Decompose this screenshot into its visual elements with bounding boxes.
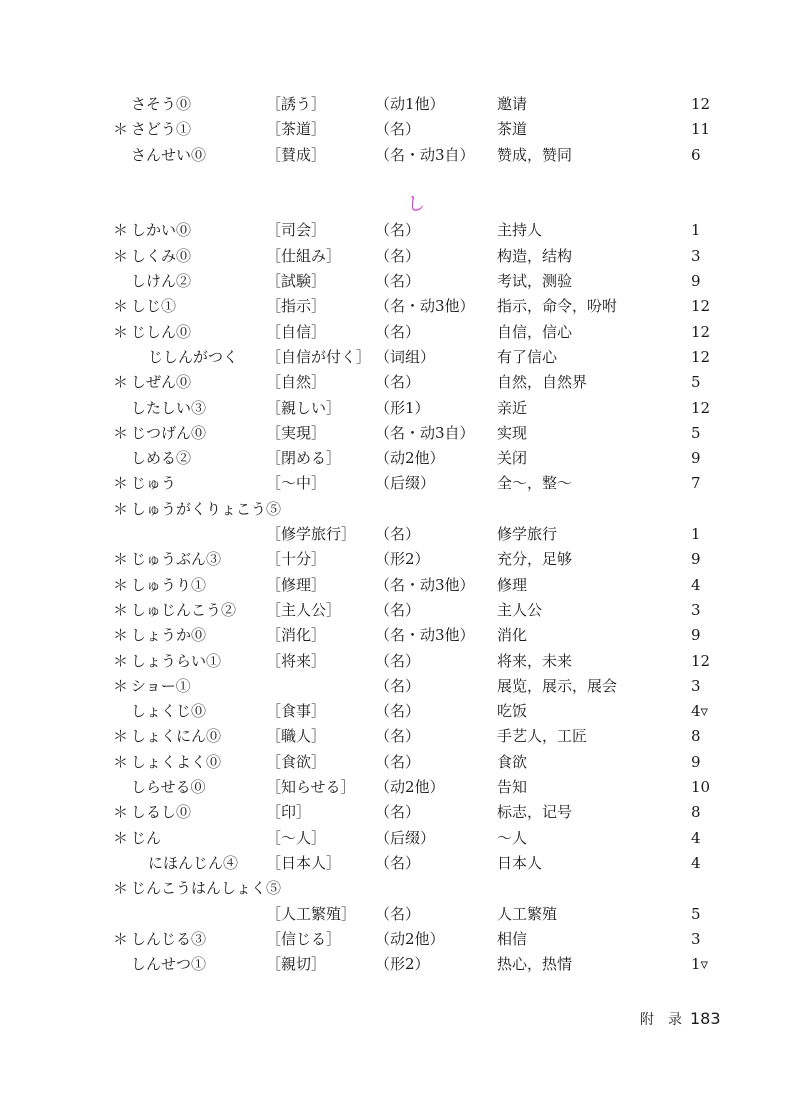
vocab-row [0, 876, 800, 901]
entry-meaning: 修理 [497, 575, 528, 594]
core-word-marker: ＊ [113, 879, 129, 898]
entry-meaning: 有了信心 [497, 347, 558, 366]
core-word-marker: ＊ [113, 246, 129, 265]
core-word-marker: ＊ [113, 626, 129, 645]
page-number: 183 [690, 1009, 721, 1028]
lesson-number: 9 [691, 550, 701, 569]
vocab-row [0, 927, 800, 952]
part-of-speech: （动2他） [375, 449, 445, 468]
core-word-marker: ＊ [113, 120, 129, 139]
entry-meaning: 亲近 [497, 398, 528, 417]
entry-reading: さそう⓪ [131, 95, 192, 113]
vocab-row [0, 775, 800, 800]
entry-meaning: 关闭 [497, 449, 528, 468]
entry-meaning: 赞成，赞同 [497, 145, 573, 164]
entry-kanji: ［司会］ [266, 221, 327, 240]
core-word-marker: ＊ [113, 651, 129, 670]
entry-meaning: 热心，热情 [497, 955, 573, 974]
entry-meaning: ～人 [497, 828, 528, 847]
entry-kanji: ［親切］ [266, 955, 327, 974]
entry-kanji: ［～人］ [266, 828, 327, 847]
lesson-number: 1▿ [691, 955, 709, 974]
entry-meaning: 食欲 [497, 752, 528, 771]
part-of-speech: （名） [375, 246, 421, 265]
core-word-marker: ＊ [113, 499, 129, 518]
part-of-speech: （名） [375, 221, 421, 240]
lesson-number: 7 [691, 474, 701, 493]
entry-kanji: ［主人公］ [266, 600, 342, 619]
entry-reading: しくみ⓪ [131, 246, 192, 265]
entry-meaning: 标志，记号 [497, 803, 573, 822]
part-of-speech: （名・动3自） [375, 145, 475, 164]
lesson-number: 6 [691, 145, 701, 164]
entry-reading: しじ① [131, 297, 177, 316]
part-of-speech: （名） [375, 676, 421, 695]
entry-kanji: ［賛成］ [266, 145, 327, 164]
entry-meaning: 人工繁殖 [497, 904, 558, 923]
entry-reading: しゅうり① [131, 575, 207, 594]
lesson-number: 4▿ [691, 702, 709, 721]
entry-reading: しゅうがくりょこう⑤ [131, 499, 282, 518]
entry-reading: じしん⓪ [131, 322, 192, 341]
entry-kanji: ［指示］ [266, 297, 327, 316]
entry-reading: しけん② [131, 272, 192, 291]
lesson-number: 12 [691, 322, 711, 341]
vocab-row [0, 573, 800, 598]
entry-reading: さんせい⓪ [131, 145, 207, 164]
entry-meaning: 消化 [497, 626, 528, 645]
core-word-marker: ＊ [113, 727, 129, 746]
vocab-row [0, 826, 800, 851]
vocab-row [0, 547, 800, 572]
entry-kanji: ［～中］ [266, 474, 327, 493]
lesson-number: 9 [691, 752, 701, 771]
part-of-speech: （动2他） [375, 778, 445, 797]
entry-meaning: 手艺人，工匠 [497, 727, 588, 746]
vocab-row [0, 396, 800, 421]
lesson-number: 4 [691, 853, 701, 872]
core-word-marker: ＊ [113, 575, 129, 594]
entry-reading: しょうか⓪ [131, 626, 207, 645]
vocab-row [0, 471, 800, 496]
entry-reading: にほんじん④ [148, 853, 239, 872]
vocab-row [0, 143, 800, 168]
vocab-row [0, 750, 800, 775]
part-of-speech: （词组） [375, 347, 436, 366]
entry-reading: しんせつ① [131, 955, 207, 974]
vocab-row [0, 269, 800, 294]
entry-kanji: ［信じる］ [266, 929, 342, 948]
part-of-speech: （名） [375, 525, 421, 544]
part-of-speech: （名） [375, 904, 421, 923]
entry-meaning: 修学旅行 [497, 525, 558, 544]
entry-meaning: 主持人 [497, 221, 543, 240]
lesson-number: 5 [691, 373, 701, 392]
section-header [0, 168, 800, 219]
part-of-speech: （名） [375, 702, 421, 721]
part-of-speech: （后缀） [375, 828, 436, 847]
entry-meaning: 茶道 [497, 120, 528, 139]
entry-reading: じゅうぶん③ [131, 550, 222, 569]
entry-meaning: 邀请 [497, 95, 528, 113]
lesson-number: 8 [691, 803, 701, 822]
part-of-speech: （动1他） [375, 95, 445, 113]
core-word-marker: ＊ [113, 752, 129, 771]
part-of-speech: （形1） [375, 398, 430, 417]
vocab-row [0, 446, 800, 471]
lesson-number: 12 [691, 398, 711, 417]
entry-reading: じん [131, 828, 162, 847]
part-of-speech: （名） [375, 272, 421, 291]
entry-kanji: ［自信］ [266, 322, 327, 341]
entry-kanji: ［親しい］ [266, 398, 342, 417]
vocab-row [0, 218, 800, 243]
vocab-row [0, 522, 800, 547]
entry-kanji: ［将来］ [266, 651, 327, 670]
vocab-row [0, 421, 800, 446]
part-of-speech: （名） [375, 120, 421, 139]
part-of-speech: （名） [375, 373, 421, 392]
entry-meaning: 日本人 [497, 853, 543, 872]
lesson-number: 12 [691, 297, 711, 316]
entry-kanji: ［実現］ [266, 423, 327, 442]
part-of-speech: （名・动3他） [375, 297, 475, 316]
entry-meaning: 指示，命令，吩咐 [497, 297, 618, 316]
vocab-row [0, 117, 800, 142]
entry-kanji: ［修学旅行］ [266, 525, 357, 544]
part-of-speech: （形2） [375, 955, 430, 974]
part-of-speech: （动2他） [375, 929, 445, 948]
entry-reading: ショー① [131, 676, 191, 695]
entry-reading: さどう① [131, 120, 192, 139]
core-word-marker: ＊ [113, 297, 129, 316]
lesson-number: 5 [691, 423, 701, 442]
entry-meaning: 将来，未来 [497, 651, 573, 670]
lesson-number: 8 [691, 727, 701, 746]
vocab-row [0, 598, 800, 623]
part-of-speech: （名） [375, 727, 421, 746]
core-word-marker: ＊ [113, 676, 129, 695]
part-of-speech: （名） [375, 651, 421, 670]
vocab-row [0, 370, 800, 395]
core-word-marker: ＊ [113, 423, 129, 442]
entry-reading: しゅじんこう② [131, 600, 237, 619]
vocab-row [0, 724, 800, 749]
entry-meaning: 充分，足够 [497, 550, 573, 569]
entry-meaning: 全～，整～ [497, 474, 573, 493]
entry-meaning: 告知 [497, 778, 528, 797]
core-word-marker: ＊ [113, 929, 129, 948]
vocab-row [0, 497, 800, 522]
vocab-row [0, 92, 800, 117]
part-of-speech: （名） [375, 853, 421, 872]
vocab-row [0, 345, 800, 370]
entry-kanji: ［消化］ [266, 626, 327, 645]
entry-meaning: 构造，结构 [497, 246, 573, 265]
entry-kanji: ［閉める］ [266, 449, 342, 468]
lesson-number: 3 [691, 929, 701, 948]
lesson-number: 4 [691, 828, 701, 847]
entry-reading: しるし⓪ [131, 803, 192, 822]
entry-kanji: ［仕組み］ [266, 246, 342, 265]
entry-reading: したしい③ [131, 398, 207, 417]
entry-reading: しょうらい① [131, 651, 222, 670]
entry-reading: しょくよく⓪ [131, 752, 222, 771]
vocab-row [0, 699, 800, 724]
vocabulary-list [0, 92, 800, 977]
entry-meaning: 相信 [497, 929, 528, 948]
lesson-number: 3 [691, 246, 701, 265]
lesson-number: 5 [691, 904, 701, 923]
part-of-speech: （形2） [375, 550, 430, 569]
vocab-row [0, 649, 800, 674]
entry-kanji: ［食事］ [266, 702, 327, 721]
lesson-number: 3 [691, 600, 701, 619]
entry-kanji: ［自信が付く］ [266, 347, 372, 366]
entry-reading: しらせる⓪ [131, 778, 206, 797]
entry-reading: しんじる③ [131, 929, 207, 948]
entry-kanji: ［茶道］ [266, 120, 327, 139]
lesson-number: 11 [691, 120, 711, 139]
entry-reading: しかい⓪ [131, 221, 192, 240]
entry-reading: じんこうはんしょく⑤ [131, 879, 282, 898]
lesson-number: 9 [691, 272, 701, 291]
entry-meaning: 考试，测验 [497, 272, 573, 291]
entry-reading: じゅう [131, 474, 177, 493]
core-word-marker: ＊ [113, 828, 129, 847]
entry-meaning: 自信，信心 [497, 322, 573, 341]
entry-kanji: ［自然］ [266, 373, 327, 392]
vocab-row [0, 244, 800, 269]
entry-meaning: 吃饭 [497, 702, 528, 721]
appendix-label: 附 录 [640, 1012, 682, 1028]
vocab-row [0, 952, 800, 977]
entry-kanji: ［人工繁殖］ [266, 904, 357, 923]
lesson-number: 3 [691, 676, 701, 695]
lesson-number: 10 [691, 778, 711, 797]
part-of-speech: （名・动3他） [375, 575, 475, 594]
core-word-marker: ＊ [113, 550, 129, 569]
part-of-speech: （名・动3他） [375, 626, 475, 645]
core-word-marker: ＊ [113, 474, 129, 493]
entry-reading: しょくにん⓪ [131, 727, 222, 746]
vocab-row [0, 851, 800, 876]
part-of-speech: （名） [375, 803, 421, 822]
lesson-number: 12 [691, 651, 711, 670]
core-word-marker: ＊ [113, 221, 129, 240]
section-letter: し [407, 193, 425, 215]
lesson-number: 12 [691, 95, 711, 113]
entry-reading: じしんがつく [148, 347, 239, 366]
entry-kanji: ［誘う］ [266, 95, 327, 113]
vocab-row [0, 800, 800, 825]
entry-kanji: ［修理］ [266, 575, 327, 594]
vocab-row [0, 902, 800, 927]
entry-reading: じつげん⓪ [131, 423, 207, 442]
lesson-number: 9 [691, 449, 701, 468]
entry-kanji: ［知らせる］ [266, 778, 356, 797]
lesson-number: 12 [691, 347, 711, 366]
core-word-marker: ＊ [113, 803, 129, 822]
part-of-speech: （后缀） [375, 474, 436, 493]
entry-reading: しめる② [131, 449, 192, 468]
part-of-speech: （名） [375, 752, 421, 771]
entry-kanji: ［日本人］ [266, 853, 342, 872]
entry-kanji: ［職人］ [266, 727, 327, 746]
vocab-row [0, 320, 800, 345]
entry-reading: しぜん⓪ [131, 373, 192, 392]
lesson-number: 9 [691, 626, 701, 645]
vocab-row [0, 623, 800, 648]
core-word-marker: ＊ [113, 373, 129, 392]
entry-kanji: ［十分］ [266, 550, 327, 569]
entry-reading: しょくじ⓪ [131, 702, 207, 721]
core-word-marker: ＊ [113, 600, 129, 619]
entry-kanji: ［食欲］ [266, 752, 327, 771]
entry-meaning: 主人公 [497, 600, 543, 619]
entry-meaning: 展览，展示，展会 [497, 676, 618, 695]
lesson-number: 1 [691, 221, 701, 240]
page-footer [640, 1009, 721, 1029]
part-of-speech: （名・动3自） [375, 423, 475, 442]
lesson-number: 1 [691, 525, 701, 544]
entry-kanji: ［印］ [266, 803, 312, 822]
core-word-marker: ＊ [113, 322, 129, 341]
vocab-row [0, 674, 800, 699]
part-of-speech: （名） [375, 322, 421, 341]
lesson-number: 4 [691, 575, 701, 594]
entry-meaning: 实现 [497, 423, 528, 442]
vocab-row [0, 294, 800, 319]
entry-kanji: ［試験］ [266, 272, 327, 291]
entry-meaning: 自然，自然界 [497, 373, 588, 392]
part-of-speech: （名） [375, 600, 421, 619]
